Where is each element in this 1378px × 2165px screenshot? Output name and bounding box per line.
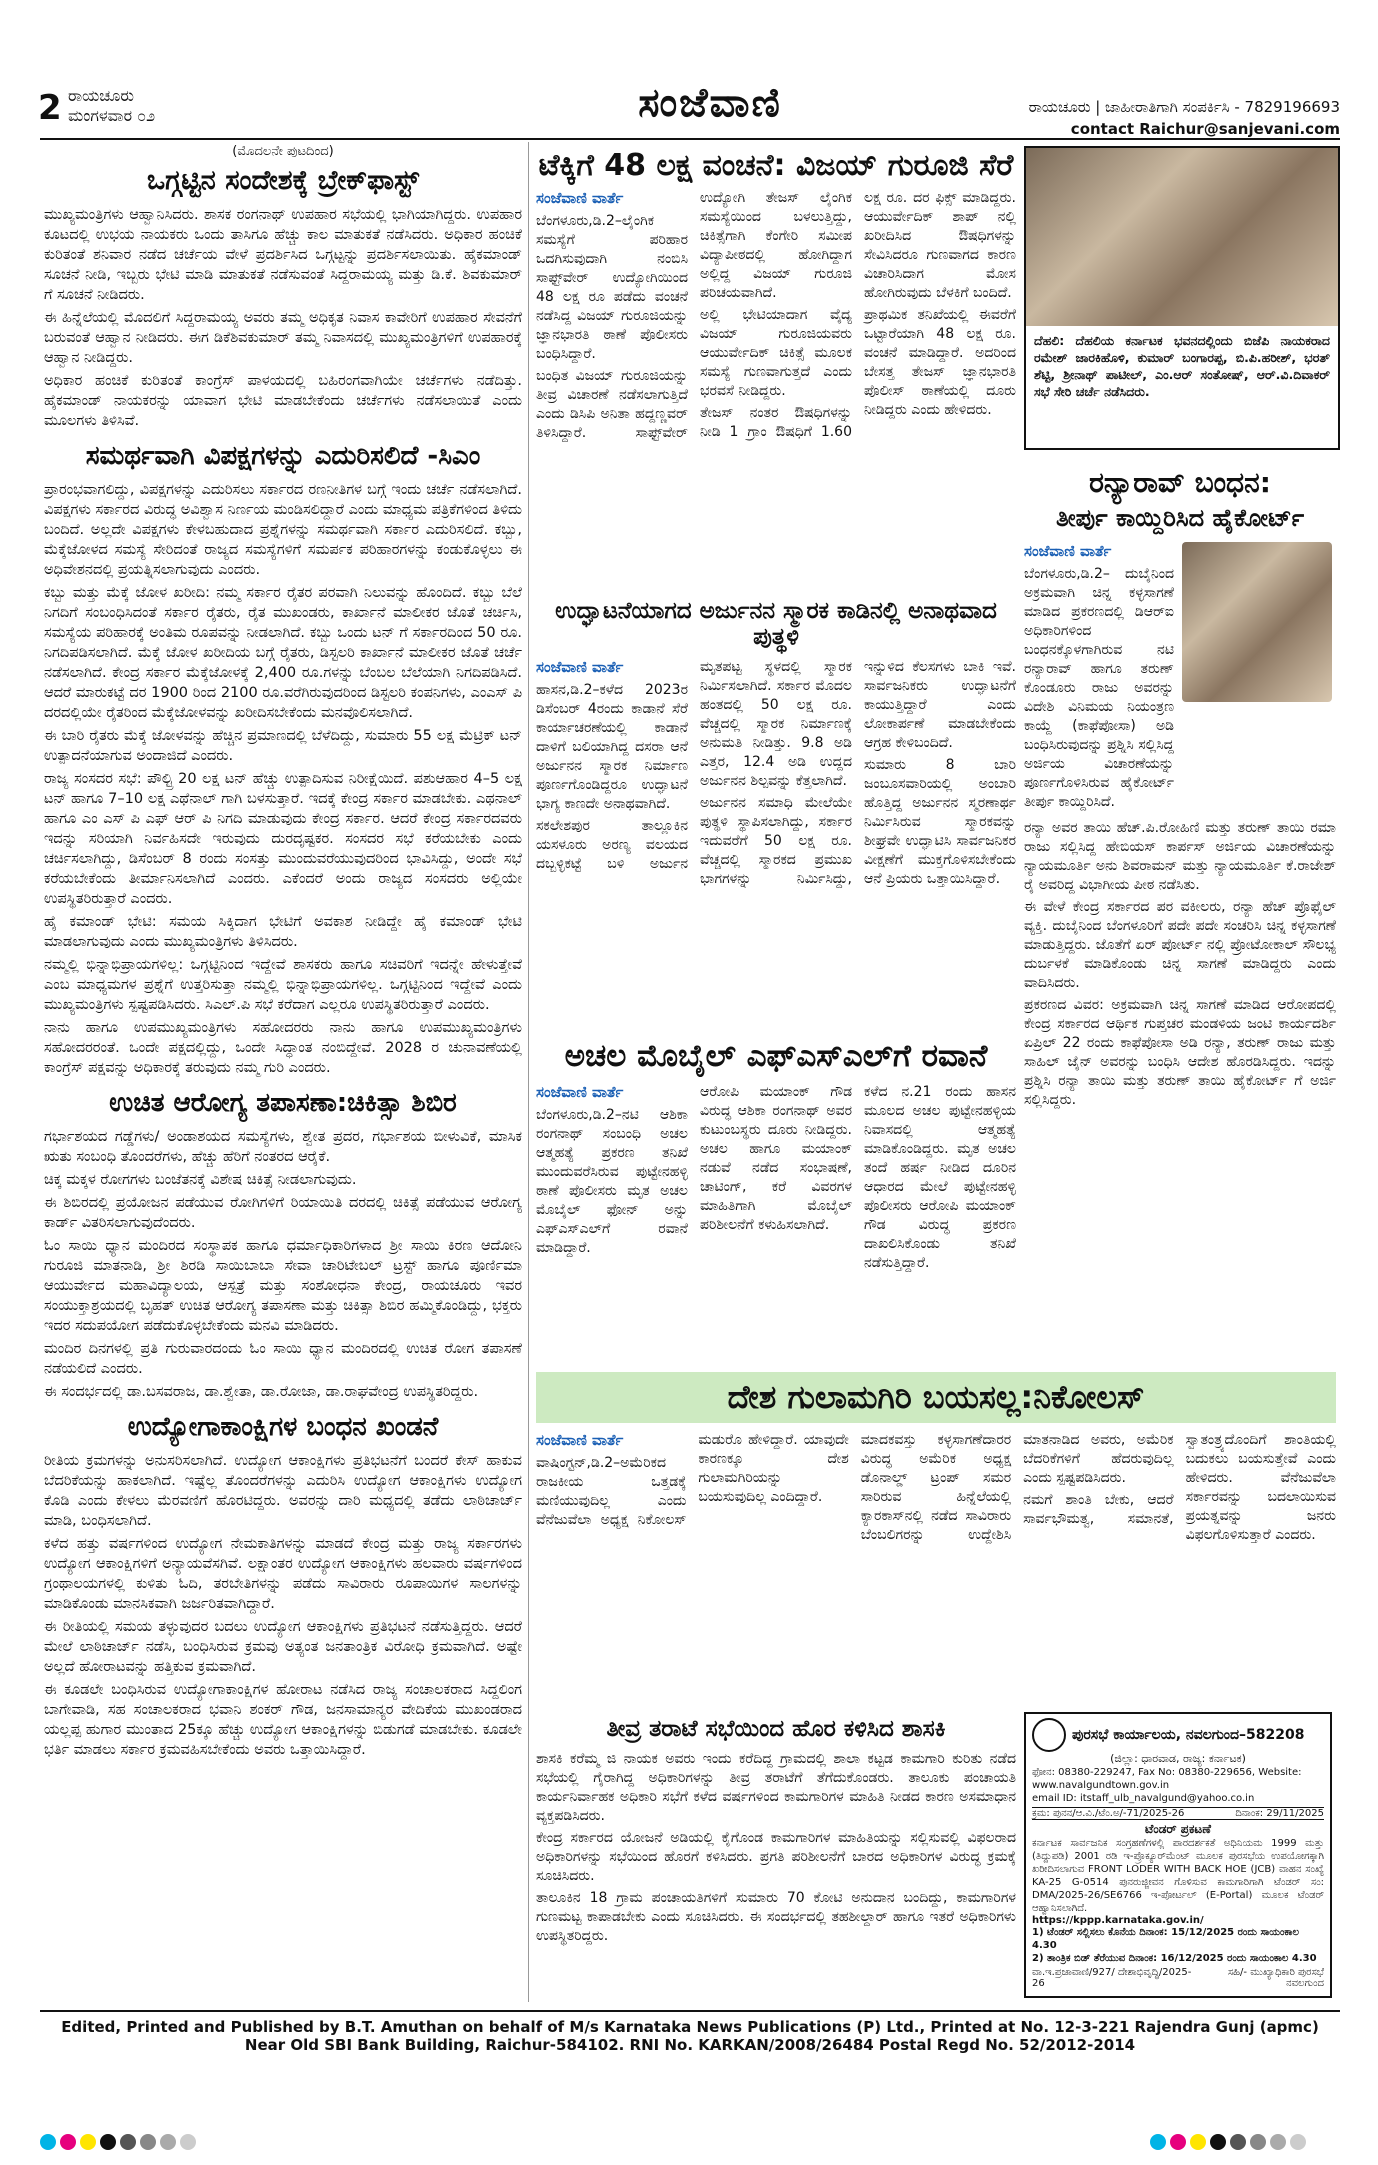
nicolas-body [536, 1431, 1336, 1545]
byline: ಸಂಜೆವಾಣಿ ವಾರ್ತೆ [536, 1431, 624, 1449]
magenta-swatch [60, 2134, 76, 2150]
byline: ಸಂಜೆವಾಣಿ ವಾರ್ತೆ [1024, 542, 1112, 560]
gray-swatch [180, 2134, 196, 2150]
header-dateline [68, 86, 155, 126]
byline: ಸಂಜೆವಾಣಿ ವಾರ್ತೆ [536, 658, 624, 676]
paragraph: ನಮಗೆ ಶಾಂತಿ ಬೇಕು, ಆದರೆ ಸಾರ್ವಭೌಮತ್ವ, ಸಮಾನತೆ, ಸ್ವಾತಂತ್ರ್ಯದೊಂದಿಗೆ ಶಾಂತಿಯಲ್ಲಿ ಬದುಕಲು ಬಯಸುತ್ತೇವೆ ಎಂದು ಹೇಳಿದರು. ವೆನೆಜುವೆಲಾ ಸರ್ಕಾರವನ್ನು ಬದಲಾಯಿಸುವ ಪ್ರಯತ್ನವನ್ನು ಜನರು ವಿಫಲಗೊಳಿಸುತ್ತಾರೆ ಎಂದರು. [1023, 1432, 1336, 1543]
paragraph: ಚಿಕ್ಕ ಮಕ್ಕಳ ರೋಗಗಳು ಬಂಜೆತನಕ್ಕೆ ವಿಶೇಷ ಚಿಕಿತ್ಸೆ ನೀಡಲಾಗುವುದು. [44, 1172, 357, 1188]
header-city: ರಾಯಚೂರು [68, 86, 134, 105]
byline: ಸಂಜೆವಾಣಿ ವಾರ್ತೆ [536, 1083, 624, 1101]
tender-dates [1032, 1926, 1324, 1965]
headline-ranya: ರನ್ಯಾರಾವ್ ಬಂಧನ: [1089, 466, 1271, 499]
paragraph: ರೀತಿಯ ಕ್ರಮಗಳನ್ನು ಅನುಸರಿಸಲಾಗಿದೆ. ಉದ್ಯೋಗ ಆಕಾಂಕ್ಷಿಗಳು ಪ್ರತಿಭಟನೆಗೆ ಬಂದರೆ ಕೇಸ್ ಹಾಕುವ ಬೆದರಿಕೆಯನ್ನು ಹಾಕಲಾಗಿದೆ. ಇಷ್ಟೆಲ್ಲ ತೊಂದರೆಗಳನ್ನು ಎದುರಿಸಿ ಉದ್ಯೋಗ ಆಕಾಂಕ್ಷಿಗಳು ಉದ್ಯೋಗ ಕೊಡಿ ಎಂದು ಕೇಳಲು ಮೆರವಣಿಗೆ ಹೊರಟಿದ್ದರು. ಅವರನ್ನು ದಾರಿ ಮಧ್ಯದಲ್ಲಿ ತಡೆದು ಲಾಠಿಚಾರ್ಜ್ ಮಾಡಿ, ಬಂಧಿಸಲಾಗಿದೆ. [44, 1453, 522, 1529]
headline-mla: ತೀವ್ರ ತರಾಟೆ ಸಭೆಯಿಂದ ಹೊರ ಕಳಿಸಿದ ಶಾಸಕಿ [606, 1716, 946, 1742]
photo-caption: ದೆಹಲಿ: ದೆಹಲಿಯ ಕರ್ನಾಟಕ ಭವನದಲ್ಲಿಂದು ಬಿಜೆಪಿ ನಾಯಕರಾದ ರಮೇಶ್ ಜಾರಕಿಹೊಳಿ, ಕುಮಾರ್ ಬಂಗಾರಪ್ಪ, ಬಿ.ಪಿ.ಹರೀಶ್, ಭರತ್ ಶೆಟ್ಟಿ, ಶ್ರೀನಾಥ್ ಪಾಟೀಲ್, ಎಂ.ಆರ್ ಸಂತೋಷ್, ಆರ್.ವಿ.ದಿವಾಕರ್ ಸಭೆ ಸೇರಿ ಚರ್ಚೆ ನಡೆಸಿದರು. [1034, 333, 1330, 399]
tender-date: ದಿನಾಂಕ: 29/11/2025 [1235, 1808, 1324, 1819]
paragraph: ಅಧಿಕಾರ ಹಂಚಿಕೆ ಕುರಿತಂತೆ ಕಾಂಗ್ರೆಸ್ ಪಾಳಯದಲ್ಲಿ ಬಹಿರಂಗವಾಗಿಯೇ ಚರ್ಚೆಗಳು ನಡೆದಿತ್ತು. ಹೈಕಮಾಂಡ್ ನಾಯಕರನ್ನು ಯಾವಾಗ ಭೇಟಿ ಮಾಡಬೇಕೆಂದು ಚರ್ಚೆಗಳು ನಡೆಸಲಾಯಿತೆ ಎಂದು ಮೂಲಗಳು ತಿಳಿಸಿವೆ. [44, 373, 522, 429]
headline-arjuna: ಉದ್ಘಾಟನೆಯಾಗದ ಅರ್ಜುನನ ಸ್ಮಾರಕ ಕಾಡಿನಲ್ಲಿ ಅನಾಥವಾದ ಪುತ್ಥಳಿ [555, 598, 997, 650]
gray-swatch [140, 2134, 156, 2150]
byline: ಸಂಜೆವಾಣಿ ವಾರ್ತೆ [536, 189, 624, 207]
story-nicolas [536, 1372, 1336, 1702]
paragraph: ಆರೋಪಿ ಮಯಾಂಕ್ ಗೌಡ ವಿರುದ್ಧ ಆಶಿಕಾ ರಂಗನಾಥ್ ಅವರ ಕುಟುಂಬಸ್ಥರು ದೂರು ನೀಡಿದ್ದರು. ಅಚಲ ಹಾಗೂ ಮಯಾಂಕ್ ನಡುವೆ ನಡೆದ ಸಂಭಾಷಣೆ, ಚಾಟಿಂಗ್, ಕರೆ ವಿವರಗಳ ಮಾಹಿತಿಗಾಗಿ ಮೊಬೈಲ್ ಪರಿಶೀಲನೆಗೆ ಕಳುಹಿಸಲಾಗಿದೆ. [700, 1084, 852, 1233]
paragraph: ಅಲ್ಲಿ ಭೇಟಿಯಾದಾಗ ವೈದ್ಯ ವಿಜಯ್ ಗುರೂಜಿಯವರು ಆಯುರ್ವೇದಿಕ್ ಚಿಕಿತ್ಸೆ ಮೂಲಕ ಸಮಸ್ಯೆ ಗುಣವಾಗುತ್ತದೆ ಎಂದು ಭರವಸೆ ನೀಡಿದ್ದರು. [700, 307, 852, 399]
paragraph: ಕಳೆದ ನ.21 ರಂದು ಹಾಸನ ಮೂಲದ ಅಚಲ ಪುಟ್ಟೇನಹಳ್ಳಿಯ ನಿವಾಸದಲ್ಲಿ ಆತ್ಮಹತ್ಯೆ ಮಾಡಿಕೊಂಡಿದ್ದರು. ಮೃತ ಅಚಲ ತಂದೆ ಹರ್ಷ ನೀಡಿದ ದೂರಿನ ಆಧಾರದ ಮೇಲೆ ಪುಟ್ಟೇನಹಳ್ಳಿ ಪೊಲೀಸರು ಆರೋಪಿ ಮಯಾಂಕ್ ಗೌಡ ವಿರುದ್ಧ ಪ್ರಕರಣ ದಾಖಲಿಸಿಕೊಂಡು ತನಿಖೆ ನಡೆಸುತ್ತಿದ್ದಾರೆ. [864, 1084, 1016, 1271]
techie-body [536, 189, 1016, 443]
headline-health: ಉಚಿತ ಆರೋಗ್ಯ ತಪಾಸಣಾ:ಚಿಕಿತ್ಸಾ ಶಿಬಿರ [109, 1088, 457, 1118]
paragraph: ಮಾದಕವಸ್ತು ಕಳ್ಳಸಾಗಣೆದಾರರ ವಿರುದ್ಧ ಅಮೆರಿಕ ಅಧ್ಯಕ್ಷ ಡೊನಾಲ್ಡ್ ಟ್ರಂಪ್ ಸಮರ ಸಾರಿರುವ ಹಿನ್ನೆಲೆಯಲ್ಲಿ ಕ್ಯಾರಕಾಸ್‌ನಲ್ಲಿ ನಡೆದ ಸಾವಿರಾರು ಬೆಂಬಲಿಗರನ್ನು ಉದ್ದೇಶಿಸಿ ಮಾತನಾಡಿದ ಅವರು, ಅಮೆರಿಕ ಬೆದರಿಕೆಗಳಿಗೆ ಹೆದರುವುದಿಲ್ಲ ಎಂದು ಸ್ಪಷ್ಟಪಡಿಸಿದರು. [860, 1432, 1174, 1543]
yellow-swatch [80, 2134, 96, 2150]
yellow-swatch [1190, 2134, 1206, 2150]
paragraph: ಪ್ರಾರಂಭವಾಗಲಿದ್ದು, ವಿಪಕ್ಷಗಳನ್ನು ಎದುರಿಸಲು ಸರ್ಕಾರದ ರಣನೀತಿಗಳ ಬಗ್ಗೆ ಇಂದು ಚರ್ಚೆ ನಡೆಸಲಾಗಿದೆ. ವಿಪಕ್ಷಗಳು ಸರ್ಕಾರದ ವಿರುದ್ಧ ಅವಿಶ್ವಾಸ ನಿರ್ಣಯ ಮಂಡಿಸಲಿದ್ದಾರೆ ಎಂದು ಮಾಧ್ಯಮ ಪತ್ರಿಕೆಗಳಿಂದ ತಿಳಿದು ಬಂದಿದೆ. ಅಲ್ಲದೇ ವಿಪಕ್ಷಗಳು ಕೇಳಬಹುದಾದ ಪ್ರಶ್ನೆಗಳನ್ನು ಸಮರ್ಥವಾಗಿ ಸರ್ಕಾರ ಎದುರಿಸಲಿದೆ. ಕಬ್ಬು, ಮೆಕ್ಕೆಜೋಳದ ಸಮಸ್ಯೆ ಸೇರಿದಂತೆ ರಾಜ್ಯದ ಸಮಸ್ಯೆಗಳಿಗೆ ಸಮರ್ಪಕ ಪರಿಹಾರಗಳನ್ನು ಕಂಡುಕೊಳ್ಳಲು ಈ ಅಧಿವೇಶನದಲ್ಲಿ ಪ್ರಯತ್ನಿಸಲಾಗುವುದು ಎಂದರು. [44, 482, 522, 578]
paragraph: ಪ್ರಾಥಮಿಕ ತನಿಖೆಯಲ್ಲಿ ಈವರೆಗೆ ಒಟ್ಟಾರೆಯಾಗಿ 48 ಲಕ್ಷ ರೂ. ವಂಚನೆ ಮಾಡಿದ್ದಾರೆ. ಅದರಿಂದ ಬೇಸತ್ತ ತೇಜಸ್ ಜ್ಞಾನಭಾರತಿ ಪೊಲೀಸ್ ಠಾಣೆಯಲ್ಲಿ ದೂರು ನೀಡಿದ್ದರು ಎಂದು ಹೇಳಿದರು. [864, 307, 1016, 418]
paragraph: ಬೆಂಗಳೂರು,ಡಿ.2–ನಟಿ ಆಶಿಕಾ ರಂಗನಾಥ್ ಸಂಬಂಧಿ ಅಚಲ ಆತ್ಮಹತ್ಯೆ ಪ್ರಕರಣ ತನಿಖೆ ಮುಂದುವರೆಸಿರುವ ಪುಟ್ಟೇನಹಳ್ಳಿ ಠಾಣೆ ಪೊಲೀಸರು ಮೃತ ಅಚಲ ಮೊಬೈಲ್ ಫೋನ್ ಅನ್ನು ಎಫ್‌ಎಸ್‌ಎಲ್‌ಗೆ ರವಾನೆ ಮಾಡಿದ್ದಾರೆ. [536, 1107, 688, 1256]
headline-nicolas: ದೇಶ ಗುಲಾಮಗಿರಿ ಬಯಸಲ್ಲ:ನಿಕೋಲಸ್ [727, 1378, 1145, 1416]
headline-jobs: ಉದ್ಯೋಗಾಕಾಂಕ್ಷಿಗಳ ಬಂಧನ ಖಂಡನೆ [127, 1412, 439, 1442]
paragraph: ಈ ವೇಳೆ ಕೇಂದ್ರ ಸರ್ಕಾರದ ಪರ ವಕೀಲರು, ರನ್ಯಾ ಹೆಚ್ ಪ್ರೊಫೈಲ್ ವ್ಯಕ್ತಿ. ದುಬೈನಿಂದ ಬೆಂಗಳೂರಿಗೆ ಪದೇ ಪದೇ ಸಂಚರಿಸಿ ಚಿನ್ನ ಕಳ್ಳಸಾಗಣೆ ಮಾಡುತ್ತಿದ್ದರು. ಜೊತೆಗೆ ಏರ್ ಪೋರ್ಟ್ ನಲ್ಲಿ ಪ್ರೋಟೋಕಾಲ್ ಸೌಲಭ್ಯ ದುರ್ಬಳಕೆ ಮಾಡಿಕೊಂಡು ಚಿನ್ನ ಸಾಗಣೆ ಮಾಡಿದ್ದರು ಎಂದು ವಾದಿಸಿದರು. [1024, 899, 1336, 991]
tender-title: ಟೆಂಡರ್ ಪ್ರಕಟಣೆ [1145, 1822, 1211, 1836]
headline-achala: ಅಚಲ ಮೊಬೈಲ್ ಎಫ್‌ಎಸ್‌ಎಲ್‌ಗೆ ರವಾನೆ [564, 1038, 988, 1074]
subheadline-ranya: ತೀರ್ಪು ಕಾಯ್ದಿರಿಸಿದ ಹೈಕೋರ್ಟ್ [1056, 504, 1304, 532]
paragraph: ಓಂ ಸಾಯಿ ಧ್ಯಾನ ಮಂದಿರದ ಸಂಸ್ಥಾಪಕ ಹಾಗೂ ಧರ್ಮಾಧಿಕಾರಿಗಳಾದ ಶ್ರೀ ಸಾಯಿ ಕಿರಣ ಆದೋನಿ ಗುರೂಜಿ ಮಾತನಾಡಿ, ಶ್ರೀ ಶಿರಡಿ ಸಾಯಿಬಾಬಾ ಸೇವಾ ಚಾರಿಟೇಬಲ್ ಟ್ರಸ್ಟ್ ಹಾಗೂ ಪೂರ್ಣಿಮಾ ಆಯುರ್ವೇದ ಮಹಾವಿದ್ಯಾಲಯ, ಆಸ್ಪತ್ರೆ ಮತ್ತು ಸಂಶೋಧನಾ ಕೇಂದ್ರ, ರಾಯಚೂರು ಇವರ ಸಂಯುಕ್ತಾಶ್ರಯದಲ್ಲಿ ಬೃಹತ್ ಉಚಿತ ಆರೋಗ್ಯ ತಪಾಸಣಾ ಮತ್ತು ಚಿಕಿತ್ಸಾ ಶಿಬಿರ ಹಮ್ಮಿಕೊಂಡಿದ್ದು, ಭಕ್ತರು ಇದರ ಸದುಪಯೋಗ ಪಡೆದುಕೊಳ್ಳಬೇಕೆಂದು ಮನವಿ ಮಾಡಿದರು. [44, 1238, 522, 1334]
headline-cm: ಸಮರ್ಥವಾಗಿ ವಿಪಕ್ಷಗಳನ್ನು ಎದುರಿಸಲಿದೆ -ಸಿಎಂ [85, 441, 481, 471]
paragraph: ಬೆಂಗಳೂರು,ಡಿ.2–ಲೈಂಗಿಕ ಸಮಸ್ಯೆಗೆ ಪರಿಹಾರ ಒದಗಿಸುವುದಾಗಿ ನಂಬಿಸಿ ಸಾಫ್ಟ್‌ವೇರ್ ಉದ್ಯೋಗಿಯಿಂದ 48 ಲಕ್ಷ ರೂ ಪಡೆದು ವಂಚನೆ ನಡೆಸಿದ್ದ ವಿಜಯ್ ಗುರೂಜಿಯನ್ನು ಜ್ಞಾನಭಾರತಿ ಠಾಣೆ ಪೊಲೀಸರು ಬಂಧಿಸಿದ್ದಾರೆ. [536, 213, 688, 362]
paragraph: ಅರ್ಜುನನ ಸಮಾಧಿ ಮೇಲೆಯೇ ಪುತ್ಥಳಿ ಸ್ಥಾಪಿಸಲಾಗಿದ್ದು, ಸರ್ಕಾರ ಇದುವರೆಗೆ 50 ಲಕ್ಷ ರೂ. ವೆಚ್ಚದಲ್ಲಿ ಸ್ಮಾರಕದ ಪ್ರಮುಖ ಭಾಗಗಳನ್ನು ನಿರ್ಮಿಸಿದ್ದು, ಇನ್ನುಳಿದ ಕೆಲಸಗಳು ಬಾಕಿ ಇವೆ. ಸಾರ್ವಜನಿಕರು ಉದ್ಘಾಟನೆಗೆ ಕಾಯುತ್ತಿದ್ದಾರೆ ಎಂದು ಲೋಕಾರ್ಪಣೆ ಮಾಡಬೇಕೆಂದು ಆಗ್ರಹ ಕೇಳಿಬಂದಿದೆ. [700, 659, 1016, 887]
tender-notice [1024, 1712, 1332, 1998]
color-registration-right [1150, 2134, 1310, 2154]
paragraph: ಈ ಬಾರಿ ರೈತರು ಮೆಕ್ಕೆ ಜೋಳವನ್ನು ಹೆಚ್ಚಿನ ಪ್ರಮಾಣದಲ್ಲಿ ಬೆಳೆದಿದ್ದು, ಸುಮಾರು 55 ಲಕ್ಷ ಮೆಟ್ರಿಕ್ ಟನ್ ಉತ್ಪಾದನೆಯಾಗುವ ಅಂದಾಜಿದೆ ಎಂದರು. [44, 728, 522, 764]
tender-header [1032, 1718, 1324, 1752]
header-contact [1020, 96, 1340, 140]
ranya-lead [1024, 542, 1174, 815]
column-divider [528, 142, 529, 2002]
story-cm [44, 480, 522, 1078]
tender-body: ಕರ್ನಾಟಕ ಸಾರ್ವಜನಿಕ ಸಂಗ್ರಹಣೆಗಳಲ್ಲಿ ಪಾರದರ್ಶಕತೆ ಅಧಿನಿಯಮ 1999 ಮತ್ತು (ತಿದ್ದುಪಡಿ) 2001 ರಡಿ ಇ-ಪ್ರೊಕ್ಯೂರ್‌ಮೆಂಟ್ ಮೂಲಕ ಪುರಸಭೆಯ ಉಪಯೋಗಕ್ಕಾಗಿ ಖರೀದಿಸಲಾಗುವ FRONT LODER WITH BACK HOE (JCB) ವಾಹನ ಸಂಖ್ಯೆ KA-25 G-0514 ಪುನರುಜ್ಜೀವನ ಗೊಳಿಸುವ ಕಾಮಗಾರಿಗಾಗಿ ಟೆಂಡರ್ ಸಂ: DMA/2025-26/SE6766 ಇ-ಪೋರ್ಟಲ್ (E-Portal) ಮೂಲಕ ಟೆಂಡರ್ ಆಹ್ವಾನಿಸಲಾಗಿದೆ. [1032, 1838, 1324, 1914]
story-techie [536, 142, 1016, 582]
story-jobs [44, 1451, 522, 1760]
paragraph: ಗರ್ಭಾಶಯದ ಗಡ್ಡೆಗಳು/ ಅಂಡಾಶಯದ ಸಮಸ್ಯೆಗಳು, ಶ್ವೇತ ಪ್ರದರ, ಗರ್ಭಾಶಯ ಬೀಳುವಿಕೆ, ಮಾಸಿಕ ಋತು ಸಂಬಂಧಿ ತೊಂದರೆಗಳು, ಹೆಚ್ಚು ಹೆರಿಗೆ ನಂತರದ ಆರೈಕೆ. [44, 1129, 522, 1165]
paragraph: ಸಕಲೇಶಪುರ ತಾಲ್ಲೂಕಿನ ಯಸಳೂರು ಅರಣ್ಯ ವಲಯದ ದಬ್ಬಳ್ಳಿಕಟ್ಟೆ ಬಳಿ ಅರ್ಜುನ ಮೃತಪಟ್ಟ ಸ್ಥಳದಲ್ಲಿ ಸ್ಮಾರಕ ನಿರ್ಮಿಸಲಾಗಿದೆ. ಸರ್ಕಾರ ಮೊದಲ ಹಂತದಲ್ಲಿ 50 ಲಕ್ಷ ರೂ. ವೆಚ್ಚದಲ್ಲಿ ಸ್ಮಾರಕ ನಿರ್ಮಾಣಕ್ಕೆ ಅನುಮತಿ ನೀಡಿತ್ತು. 9.8 ಅಡಿ ಎತ್ತರ, 12.4 ಅಡಿ ಉದ್ದದ ಅರ್ಜುನನ ಶಿಲ್ಪವನ್ನು ಕೆತ್ತಲಾಗಿದೆ. [536, 659, 852, 872]
color-registration-left [40, 2134, 200, 2154]
tender-signoff [1032, 1967, 1324, 1989]
paragraph: ಬೆಂಗಳೂರು,ಡಿ.2– ದುಬೈನಿಂದ ಅಕ್ರಮವಾಗಿ ಚಿನ್ನ ಕಳ್ಳಸಾಗಣೆ ಮಾಡಿದ ಪ್ರಕರಣದಲ್ಲಿ ಡಿಆರ್‌ಐ ಅಧಿಕಾರಿಗಳಿಂದ ಬಂಧನಕ್ಕೊಳಗಾಗಿರುವ ನಟಿ ರನ್ಯಾರಾವ್ ಹಾಗೂ ತರುಣ್ ಕೊಂಡೂರು ರಾಜು ಅವರನ್ನು ವಿದೇಶಿ ವಿನಿಮಯ ನಿಯಂತ್ರಣ ಕಾಯ್ದೆ (ಕಾಫೆಪೋಸಾ) ಅಡಿ ಬಂಧಿಸಿರುವುದನ್ನು ಪ್ರಶ್ನಿಸಿ ಸಲ್ಲಿಸಿದ್ದ ಅರ್ಜಿಯ ವಿಚಾರಣೆಯನ್ನು ಪೂರ್ಣಗೊಳಿಸಿರುವ ಹೈಕೋರ್ಟ್ ತೀರ್ಪು ಕಾಯ್ದಿರಿಸಿದೆ. [1024, 566, 1174, 810]
achala-body [536, 1083, 1016, 1273]
left-column [44, 142, 522, 2004]
paragraph: ಶಾಸಕಿ ಕರೆಮ್ಮ ಜಿ ನಾಯಕ ಅವರು ಇಂದು ಕರೆದಿದ್ದ ಗ್ರಾಮದಲ್ಲಿ ಶಾಲಾ ಕಟ್ಟಡ ಕಾಮಗಾರಿ ಕುರಿತು ನಡೆದ ಸಭೆಯಲ್ಲಿ ಗೈರಾಗಿದ್ದ ಅಧಿಕಾರಿಗಳನ್ನು ತೀವ್ರ ತರಾಟೆಗೆ ತೆಗೆದುಕೊಂಡರು. ತಾಲೂಕು ಪಂಚಾಯತಿ ಕಾರ್ಯನಿರ್ವಾಹಕ ಅಧಿಕಾರಿ ಸಭೆಗೆ ಕಳೆದ ವರ್ಷಗಳಿಂದ ಕಾಮಗಾರಿಗಳ ಮಾಹಿತಿ ನೀಡದ ಕಾರಣ ಅಸಮಾಧಾನ ವ್ಯಕ್ತಪಡಿಸಿದರು. [536, 1751, 1016, 1824]
gray-swatch [1250, 2134, 1266, 2150]
masthead: ಸಂಜೆವಾಣಿ [638, 80, 782, 126]
gray-swatch [1230, 2134, 1246, 2150]
gray-swatch [120, 2134, 136, 2150]
paragraph: ನಾನು ಹಾಗೂ ಉಪಮುಖ್ಯಮಂತ್ರಿಗಳು ಸಹೋದರರು ನಾನು ಹಾಗೂ ಉಪಮುಖ್ಯಮಂತ್ರಿಗಳು ಸಹೋದರರಂತೆ. ಒಂದೇ ಪಕ್ಷದಲ್ಲಿದ್ದು, ಒಂದೇ ಸಿದ್ಧಾಂತ ನಂಬಿದ್ದೇವೆ. 2028 ರ ಚುನಾವಣೆಯಲ್ಲಿ ಕಾಂಗ್ರೆಸ್ ಪಕ್ಷವನ್ನು ಅಧಿಕಾರಕ್ಕೆ ತರುವುದು ನಮ್ಮ ಗುರಿ ಎಂದರು. [44, 1020, 522, 1076]
paragraph: ಮಂದಿರ ದಿನಗಳಲ್ಲಿ ಪ್ರತಿ ಗುರುವಾರದಂದು ಓಂ ಸಾಯಿ ಧ್ಯಾನ ಮಂದಿರದಲ್ಲಿ ಉಚಿತ ರೋಗ ತಪಾಸಣೆ ನಡೆಯಲಿದೆ ಎಂದರು. [44, 1341, 522, 1377]
cyan-swatch [1150, 2134, 1166, 2150]
paragraph: ನಮ್ಮಲ್ಲಿ ಭಿನ್ನಾಭಿಪ್ರಾಯಗಳಿಲ್ಲ: ಒಗ್ಗಟ್ಟಿನಿಂದ ಇದ್ದೇವೆ ಶಾಸಕರು ಹಾಗೂ ಸಚಿವರಿಗೆ ಇದನ್ನೇ ಹೇಳುತ್ತೇವೆ ಎಂಬ ಮಾಧ್ಯಮಗಳ ಪ್ರಶ್ನೆಗೆ ಉತ್ತರಿಸುತ್ತಾ ನಮ್ಮಲ್ಲಿ ಭಿನ್ನಾಭಿಪ್ರಾಯಗಳಿಲ್ಲ. ಒಗ್ಗಟ್ಟಿನಿಂದ ಇದ್ದೇವೆ ಎಂದು ಮುಖ್ಯಮಂತ್ರಿಗಳು ಸ್ಪಷ್ಟಪಡಿಸಿದರು. ಸಿಎಲ್.ಪಿ ಸಭೆ ಕರೆದಾಗ ಎಲ್ಲರೂ ಉಪಸ್ಥಿತರಿರುತ್ತಾರೆ ಎಂದರು. [44, 957, 522, 1013]
gray-swatch [1270, 2134, 1286, 2150]
magenta-swatch [1170, 2134, 1186, 2150]
story-mla [536, 1712, 1016, 2004]
header-rule [40, 138, 1340, 140]
paragraph: ರಾಜ್ಯ ಸಂಸದರ ಸಭೆ: ಪೌಲ್ಟ್ರಿ 20 ಲಕ್ಷ ಟನ್ ಹೆಚ್ಚು ಉತ್ಪಾದಿಸುವ ನಿರೀಕ್ಷೆಯಿದೆ. ಪಶುಆಹಾರ 4–5 ಲಕ್ಷ ಟನ್ ಹಾಗೂ 7–10 ಲಕ್ಷ ಎಥೆನಾಲ್ ಗಾಗಿ ಬಳಸುತ್ತಾರೆ. ಇದಕ್ಕೆ ಕೇಂದ್ರ ಸರ್ಕಾರ ಮಾಡಬೇಕು. ಎಥನಾಲ್ ಹಾಗೂ ಎಂ ಎಸ್ ಪಿ ಎಫ್ ಆರ್ ಪಿ ನಿಗದಿ ಮಾಡುವುದು ಕೇಂದ್ರ ಸರ್ಕಾರ. ಆದರೆ ಕೇಂದ್ರ ಸರ್ಕಾರದವರು ಇದನ್ನು ಸರಿಯಾಗಿ ನಿರ್ವಹಿಸದೇ ಇರುವುದು ದುರದೃಷ್ಟಕರ. ಸಂಸದರ ಸಭೆ ಕರೆಯಬೇಕು ಎಂದು ಚರ್ಚಿಸಲಾಗಿದ್ದು, ಡಿಸೆಂಬರ್ 8 ರಂದು ಸಂಸತ್ತು ಮುಂದುವರೆಯುವುದರಿಂದ ಭಾವಿಸಿದ್ದು, ಅಂದೇ ಸಭೆ ಕರೆಯಬೇಕೆಂದು ತೀರ್ಮಾನಿಸಲಾಗಿದೆ ಎಂದರು. ಎಕೆಂದರೆ ಅಂದು ರಾಜ್ಯದ ಸಂಸದರು ಅಲ್ಲಿಯೇ ಉಪಸ್ಥಿತರಿರುತ್ತಾರೆ ಎಂದರು. [44, 771, 522, 907]
gray-swatch [1290, 2134, 1306, 2150]
paragraph: ಈ ರೀತಿಯಲ್ಲಿ ಸಮಯ ತಳ್ಳುವುದರ ಬದಲು ಉದ್ಯೋಗ ಆಕಾಂಕ್ಷಿಗಳು ಪ್ರತಿಭಟನೆ ನಡೆಸುತ್ತಿದ್ದರು. ಆದರೆ ಮೇಲೆ ಲಾಠಿಚಾರ್ಜ್ ನಡೆಸಿ, ಬಂಧಿಸಿರುವ ಕ್ರಮವು ಅತ್ಯಂತ ಜನತಾಂತ್ರಿಕ ವಿರೋಧಿ ಕ್ರಮವಾಗಿದೆ. ಅಷ್ಟೇ ಅಲ್ಲದೆ ಹೋರಾಟವನ್ನು ಹತ್ತಿಕುವ ಕ್ರಮವಾಗಿದೆ. [44, 1619, 522, 1675]
paragraph: ಪ್ರಕರಣದ ವಿವರ: ಅಕ್ರಮವಾಗಿ ಚಿನ್ನ ಸಾಗಣೆ ಮಾಡಿದ ಆರೋಪದಲ್ಲಿ ಕೇಂದ್ರ ಸರ್ಕಾರದ ಆರ್ಥಿಕ ಗುಪ್ತಚರ ಮಂಡಳಿಯ ಜಂಟಿ ಕಾರ್ಯದರ್ಶಿ ಏಪ್ರಿಲ್ 22 ರಂದು ಕಾಫೆಪೋಸಾ ಅಡಿ ರನ್ಯಾ, ತರುಣ್ ರಾಜು ಮತ್ತು ಸಾಹಿಲ್ ಜೈನ್ ಅವರನ್ನು ಬಂಧಿಸಿ ಆದೇಶ ಹೊರಡಿಸಿದ್ದರು. ಇದನ್ನು ಪ್ರಶ್ನಿಸಿ ರನ್ಯಾ ತಾಯಿ ಮತ್ತು ತರುಣ್ ತಾಯಿ ಹೈಕೋರ್ಟ್ ಗೆ ಅರ್ಜಿ ಸಲ್ಲಿಸಿದ್ದರು. [1024, 997, 1336, 1108]
tender-number: ಕ್ರಮ: ಪುನನ/ಆ.ವಿ./ಟೆಂ.ಅ/-71/2025-26 [1032, 1808, 1185, 1819]
footer-rule [40, 2010, 1340, 2012]
meeting-photo [1026, 148, 1338, 326]
portrait-photo [1182, 542, 1332, 702]
paragraph: ಬಂಧಿತ ವಿಜಯ್ ಗುರೂಜಿಯನ್ನು ತೀವ್ರ ವಿಚಾರಣೆ ನಡೆಸಲಾಗುತ್ತಿದೆ ಎಂದು ಡಿಸಿಪಿ ಅನಿತಾ ಹದ್ದಣ್ಣವರ್ ತಿಳಿಸಿದ್ದಾರೆ. ಸಾಫ್ಟ್‌ವೇರ್ ಉದ್ಯೋಗಿ ತೇಜಸ್ ಲೈಂಗಿಕ ಸಮಸ್ಯೆಯಿಂದ ಬಳಲುತ್ತಿದ್ದು, ಚಿಕಿತ್ಸೆಗಾಗಿ ಕೆಂಗೇರಿ ಸಮೀಪ ವಿದ್ಯಾಪೀಠದಲ್ಲಿ ಹೋಗಿದ್ದಾಗ ಅಲ್ಲಿದ್ದ ವಿಜಯ್ ಗುರೂಜಿ ಪರಿಚಯವಾಗಿದೆ. [536, 190, 852, 441]
black-swatch [1210, 2134, 1226, 2150]
paragraph: ವಾಷಿಂಗ್ಟನ್,ಡಿ.2–ಅಮೆರಿಕದ ರಾಜಕೀಯ ಒತ್ತಡಕ್ಕೆ ಮಣಿಯುವುದಿಲ್ಲ ಎಂದು ವೆನೆಜುವೆಲಾ ಅಧ್ಯಕ್ಷ ನಿಕೋಲಸ್ ಮಡುರೊ ಹೇಳಿದ್ದಾರೆ. ಯಾವುದೇ ಕಾರಣಕ್ಕೂ ದೇಶ ಗುಲಾಮಗಿರಿಯನ್ನು ಬಯಸುವುದಿಲ್ಲ ಎಂದಿದ್ದಾರೆ. [536, 1432, 849, 1528]
paragraph: ಹೈ ಕಮಾಂಡ್ ಭೇಟಿ: ಸಮಯ ಸಿಕ್ಕಿದಾಗ ಭೇಟಿಗೆ ಅವಕಾಶ ನೀಡಿದ್ದೇ ಹೈ ಕಮಾಂಡ್ ಭೇಟಿ ಮಾಡಲಾಗುವುದು ಎಂದು ಮುಖ್ಯಮಂತ್ರಿಗಳು ತಿಳಿಸಿದರು. [44, 914, 522, 950]
photo-box [1024, 146, 1340, 450]
tender-email: email ID: itstaff_ulb_navalgund@yahoo.co.in [1032, 1793, 1255, 1804]
tender-refline [1032, 1807, 1324, 1820]
tender-district: (ಜಿಲ್ಲಾ: ಧಾರವಾಡ, ರಾಜ್ಯ: ಕರ್ನಾಟಕ) [1110, 1752, 1246, 1765]
paragraph: ಕಳೆದ ಹತ್ತು ವರ್ಷಗಳಿಂದ ಉದ್ಯೋಗ ನೇಮಕಾತಿಗಳನ್ನು ಮಾಡದೆ ಕೇಂದ್ರ ಮತ್ತು ರಾಜ್ಯ ಸರ್ಕಾರಗಳು ಉದ್ಯೋಗ ಆಕಾಂಕ್ಷಿಗಳಿಗೆ ಅನ್ಯಾಯವೆಸಗಿವೆ. ಲಕ್ಷಾಂತರ ಉದ್ಯೋಗ ಆಕಾಂಕ್ಷಿಗಳು ಹಲವಾರು ವರ್ಷಗಳಿಂದ ಗ್ರಂಥಾಲಯಗಳಲ್ಲಿ ಕುಳಿತು ಓದಿ, ತರಬೇತಿಗಳನ್ನು ಪಡೆದು ಸಾವಿರಾರು ರೂಪಾಯಿಗಳ ಸಾಲಗಳನ್ನು ಮಾಡಿಕೊಂಡು ಮಾನಸಿಕವಾಗಿ ಜರ್ಜರಿತವಾಗಿದ್ದಾರೆ. [44, 1536, 522, 1612]
paragraph: ಸುಮಾರು 8 ಬಾರಿ ಜಂಬೂಸವಾರಿಯಲ್ಲಿ ಅಂಬಾರಿ ಹೊತ್ತಿದ್ದ ಅರ್ಜುನನ ಸ್ಮರಣಾರ್ಥ ನಿರ್ಮಿಸಿರುವ ಸ್ಮಾರಕವನ್ನು ಶೀಘ್ರವೇ ಉದ್ಘಾಟಿಸಿ ಸಾರ್ವಜನಿಕರ ವೀಕ್ಷಣೆಗೆ ಮುಕ್ತಗೊಳಿಸಬೇಕೆಂದು ಆನೆ ಪ್ರಿಯರು ಒತ್ತಾಯಿಸಿದ್ದಾರೆ. [864, 757, 1016, 887]
header-ad-info: ರಾಯಚೂರು | ಜಾಹೀರಾತಿಗಾಗಿ ಸಂಪರ್ಕಿಸಿ - 7829196693 [1028, 98, 1340, 116]
gray-swatch [160, 2134, 176, 2150]
emblem-icon [1032, 1718, 1066, 1752]
black-swatch [100, 2134, 116, 2150]
paragraph: ಕಬ್ಬು ಮತ್ತು ಮೆಕ್ಕೆ ಜೋಳ ಖರೀದಿ: ನಮ್ಮ ಸರ್ಕಾರ ರೈತರ ಪರವಾಗಿ ನಿಲುವನ್ನು ಹೊಂದಿದೆ. ಕಬ್ಬು ಬೆಲೆ ನಿಗದಿಗೆ ಸಂಬಂಧಿಸಿದಂತೆ ಸರ್ಕಾರ ರೈತರು, ರೈತ ಮುಖಂಡರು, ಕಾರ್ಖಾನೆ ಮಾಲೀಕರ ಜೊತೆ ಚರ್ಚಿಸಿ, ಸಮಸ್ಯೆಯ ಪರಿಹಾರಕ್ಕೆ ಅಂತಿಮ ರೂಪವನ್ನು ನೀಡಲಾಗಿದೆ. ಕಬ್ಬು ಒಂದು ಟನ್ ಗೆ ಸರ್ಕಾರದಿಂದ 50 ರೂ. ನಿಗದಿಪಡಿಸಲಾಗಿದೆ. ಮೆಕ್ಕೆ ಜೋಳ ಖರೀದಿಯ ಬಗ್ಗೆ ರೈತರು, ಡಿಸ್ಟಲರಿ ಕಾರ್ಖಾನೆ ಮಾಲೀಕರ ಜೊತೆ ಚರ್ಚೆ ನಡೆಸಲಾಗಿದೆ. ಕೇಂದ್ರ ಸರ್ಕಾರ ಮೆಕ್ಕೆಜೋಳಕ್ಕೆ 2,400 ರೂ.ಗಳನ್ನು ಬೆಂಬಲ ಬೆಲೆಯಾಗಿ ನಿಗದಿಪಡಿಸಿದೆ. ಆದರೆ ಮಾರುಕಟ್ಟೆ ದರ 1900 ರಿಂದ 2100 ರೂ.ವರೆಗಿರುವುದರಿಂದ ಡಿಸ್ಟಲರಿ ಕಂಪನಿಗಳು, ಎಂಎಸ್ ಪಿ ದರದಲ್ಲಿಯೇ ರೈತರಿಂದ ಮೆಕ್ಕೆಜೋಳವನ್ನು ಖರೀದಿಸಬೇಕೆಂದು ಮನವೊಲಿಸಲಾಗಿದೆ. [44, 585, 522, 721]
paragraph: ತೇಜಸ್ ನಂತರ ಔಷಧಿಗಳನ್ನು ನೀಡಿ 1 ಗ್ರಾಂ ಔಷಧಿಗೆ 1.60 ಲಕ್ಷ ರೂ. ದರ ಫಿಕ್ಸ್ ಮಾಡಿದ್ದರು. ಆಯುರ್ವೇದಿಕ್ ಶಾಪ್ ನಲ್ಲಿ ಖರೀದಿಸಿದ ಔಷಧಿಗಳನ್ನು ಸೇವಿಸಿದರೂ ಗುಣವಾಗದ ಕಾರಣ ವಿಚಾರಿಸಿದಾಗ ಮೋಸ ಹೋಗಿರುವುದು ಬೆಳಕಿಗೆ ಬಂದಿದೆ. [700, 190, 1016, 440]
paragraph: ತಾಲೂಕಿನ 18 ಗ್ರಾಮ ಪಂಚಾಯತಿಗಳಿಗೆ ಸುಮಾರು 70 ಕೋಟಿ ಅನುದಾನ ಬಂದಿದ್ದು, ಕಾಮಗಾರಿಗಳ ಗುಣಮಟ್ಟ ಕಾಪಾಡಬೇಕು ಎಂದು ಸೂಚಿಸಿದರು. ಈ ಸಂದರ್ಭದಲ್ಲಿ ತಹಶೀಲ್ದಾರ್ ಹಾಗೂ ಇತರೆ ಅಧಿಕಾರಿಗಳು ಉಪಸ್ಥಿತರಿದ್ದರು. [536, 1890, 1016, 1944]
story-health [44, 1127, 522, 1402]
story-breakfast [44, 205, 522, 431]
headline-breakfast: ಒಗ್ಗಟ್ಟಿನ ಸಂದೇಶಕ್ಕೆ ಬ್ರೇಕ್‌ಫಾಸ್ಟ್ [146, 165, 420, 196]
headline-techie: ಟೆಕ್ಕಿಗೆ 48 ಲಕ್ಷ ವಂಚನೆ: ವಿಜಯ್ ಗುರೂಜಿ ಸೆರೆ [538, 148, 1014, 183]
continued-label: (ಮೊದಲನೇ ಪುಟದಿಂದ) [232, 144, 334, 159]
mla-body [536, 1750, 1016, 1946]
paragraph: ಹಾಸನ,ಡಿ.2–ಕಳೆದ 2023ರ ಡಿಸೆಂಬರ್ 4ರಂದು ಕಾಡಾನೆ ಸೆರೆ ಕಾರ್ಯಾಚರಣೆಯಲ್ಲಿ ಕಾಡಾನೆ ದಾಳಿಗೆ ಬಲಿಯಾಗಿದ್ದ ದಸರಾ ಆನೆ ಅರ್ಜುನನ ಸ್ಮಾರಕ ನಿರ್ಮಾಣ ಪೂರ್ಣಗೊಂಡಿದ್ದರೂ ಉದ್ಘಾಟನೆ ಭಾಗ್ಯ ಕಾಣದೇ ಅನಾಥವಾಗಿದೆ. [536, 682, 688, 812]
story-achala [536, 1032, 1016, 1362]
cyan-swatch [40, 2134, 56, 2150]
story-arjuna [536, 592, 1016, 1022]
ranya-top [1024, 542, 1336, 815]
tender-date-line: 1) ಟೆಂಡರ್ ಸಲ್ಲಿಸಲು ಕೊನೆಯ ದಿನಾಂಕ: 15/12/2025 ರಂದು ಸಾಯಂಕಾಲ 4.30 [1032, 1927, 1299, 1951]
tender-date-line: 2) ತಾಂತ್ರಿಕ ಬಿಡ್ ತೆರೆಯುವ ದಿನಾಂಕ: 16/12/2025 ರಂದು ಸಾಯಂಕಾಲ 4.30 [1032, 1953, 1317, 1964]
ranya-body [1024, 819, 1336, 1110]
tender-website: https://kppp.karnataka.gov.in/ [1032, 1915, 1204, 1926]
tender-phone: ಫೋನ: 08380-229247, Fax No: 08380-229656, Website: www.navalgundtown.gov.in [1032, 1767, 1302, 1791]
header-email: contact Raichur@sanjevani.com [1070, 120, 1340, 138]
header-date: ಮಂಗಳವಾರ ೦೨ [68, 106, 156, 125]
paragraph: ಈ ಶಿಬಿರದಲ್ಲಿ ಪ್ರಯೋಜನ ಪಡೆಯುವ ರೋಗಿಗಳಿಗೆ ರಿಯಾಯಿತಿ ದರದಲ್ಲಿ ಚಿಕಿತ್ಸೆ ಪಡೆಯುವ ಆರೋಗ್ಯ ಕಾರ್ಡ್ ವಿತರಿಸಲಾಗುವುದೆಂದರು. [44, 1195, 522, 1231]
page-number: 2 [38, 88, 62, 128]
paragraph: ಈ ಕೂಡಲೇ ಬಂಧಿಸಿರುವ ಉದ್ಯೋಗಾಕಾಂಕ್ಷಿಗಳ ಹೋರಾಟ ನಡೆಸಿದ ರಾಜ್ಯ ಸಂಚಾಲಕರಾದ ಸಿದ್ದಲಿಂಗ ಬಾಗೇವಾಡಿ, ಸಹ ಸಂಚಾಲಕರಾದ ಭವಾನಿ ಶಂಕರ್ ಗೌಡ, ಜನಸಾಮಾನ್ಯರ ವೇದಿಕೆಯ ಮುಖಂಡರಾದ ಯಲ್ಲಪ್ಪ ಹುಗಾರ ಮುಂತಾದ 25ಕ್ಕೂ ಹೆಚ್ಚು ಉದ್ಯೋಗ ಆಕಾಂಕ್ಷಿಗಳನ್ನು ಬಿಡುಗಡೆ ಮಾಡಬೇಕು. ಕೂಡಲೇ ಭರ್ತಿ ಮಾಡಲು ಸರ್ಕಾರ ಕ್ರಮವಹಿಸಬೇಕೆಂದು ಅವರು ಒತ್ತಾಯಿಸಿದ್ದಾರೆ. [44, 1682, 522, 1758]
paragraph: ರನ್ಯಾ ಅವರ ತಾಯಿ ಹೆಚ್.ಪಿ.ರೋಹಿಣಿ ಮತ್ತು ತರುಣ್ ತಾಯಿ ರಮಾ ರಾಜು ಸಲ್ಲಿಸಿದ್ದ ಹೇಬಿಯಸ್ ಕಾರ್ಪಸ್ ಅರ್ಜಿಯ ವಿಚಾರಣೆಯನ್ನು ನ್ಯಾಯಮೂರ್ತಿ ಅನು ಶಿವರಾಮನ್ ಮತ್ತು ನ್ಯಾಯಮೂರ್ತಿ ಕೆ.ರಾಜೇಶ್ ರೈ ಅವರಿದ್ದ ವಿಭಾಗೀಯ ಪೀಠ ನಡೆಸಿತು. [1024, 820, 1336, 893]
arjuna-body [536, 658, 1016, 889]
tender-signature: ಸಹಿ/- ಮುಖ್ಯಾಧಿಕಾರಿ ಪುರಸಭೆ ನವಲಗುಂದ [1227, 1967, 1324, 1989]
paragraph: ಈ ಸಂದರ್ಭದಲ್ಲಿ ಡಾ.ಬಸವರಾಜ, ಡಾ.ಶ್ವೇತಾ, ಡಾ.ರೋಜಾ, ಡಾ.ರಾಘವೇಂದ್ರ ಉಪಸ್ಥಿತರಿದ್ದರು. [44, 1384, 479, 1400]
tender-office: ಪುರಸಭೆ ಕಾರ್ಯಾಲಯ, ನವಲಗುಂದ–582208 [1072, 1727, 1305, 1743]
paragraph: ಈ ಹಿನ್ನೆಲೆಯಲ್ಲಿ ಮೊದಲಿಗೆ ಸಿದ್ದರಾಮಯ್ಯ ಅವರು ತಮ್ಮ ಅಧಿಕೃತ ನಿವಾಸ ಕಾವೇರಿಗೆ ಉಪಹಾರ ಸೇವನೆಗೆ ಬರುವಂತೆ ಆಹ್ವಾನ ನೀಡಿದರು. ಈಗ ಡಿಕೆಶಿವಕುಮಾರ್ ತಮ್ಮ ನಿವಾಸದಲ್ಲಿ ಮುಖ್ಯಮಂತ್ರಿಗಳಿಗೆ ಉಪಹಾರಕ್ಕೆ ಆಹ್ವಾನ ನೀಡಿದ್ದರು. [44, 310, 522, 366]
footer-imprint: Edited, Printed and Published by B.T. Amuthan on behalf of M/s Karnataka News Publications (P) Ltd., Printed at No. 12-3-221 Rajendra Gunj (apmc) Near Old SBI Bank Building, Raichur-584102. RNI No. KARKAN/2008/26484 Postal Regd No. 52/2012-2014 [61, 2018, 1319, 2054]
banner-strip [536, 1372, 1336, 1423]
paragraph: ಮುಖ್ಯಮಂತ್ರಿಗಳು ಆಹ್ವಾನಿಸಿದರು. ಶಾಸಕ ರಂಗನಾಥ್ ಉಪಹಾರ ಸಭೆಯಲ್ಲಿ ಭಾಗಿಯಾಗಿದ್ದರು. ಉಪಹಾರ ಕೂಟದಲ್ಲಿ ಉಭಯ ನಾಯಕರು ಒಂದು ತಾಸಿಗೂ ಹೆಚ್ಚು ಕಾಲ ಮಾತುಕತೆ ನಡೆಸಿದರು. ಅಧಿಕಾರ ಹಂಚಿಕೆ ಕುರಿತಂತೆ ಶನಿವಾರ ನಡೆದ ಚರ್ಚೆಯ ವೇಳೆ ಪ್ರದರ್ಶಿಸಿದ ಒಗ್ಗಟ್ಟನ್ನು ಪ್ರದರ್ಶಿಸಲಾಯಿತು. ಹೈಕಮಾಂಡ್ ಸೂಚನೆ ನೀಡಿ, ಇಬ್ಬರು ಭೇಟಿ ಮಾಡಿ ಮಾತುಕತೆ ನಡೆಸುವಂತೆ ಸಿದ್ದರಾಮಯ್ಯ ಮತ್ತು ಡಿ.ಕೆ. ಶಿವಕುಮಾರ್ ಗೆ ಸೂಚನೆ ನೀಡಿದರು. [44, 207, 522, 303]
tender-ref: ವಾ.ಇ.ಪ್ರಜಾವಾಣಿ/927/ ದೇಶಾಭಿವೃದ್ಧಿ/2025-26 [1032, 1967, 1192, 1989]
paragraph: ಕೇಂದ್ರ ಸರ್ಕಾರದ ಯೋಜನೆ ಅಡಿಯಲ್ಲಿ ಕೈಗೊಂಡ ಕಾಮಗಾರಿಗಳ ಮಾಹಿತಿಯನ್ನು ಸಲ್ಲಿಸುವಲ್ಲಿ ವಿಫಲರಾದ ಅಧಿಕಾರಿಗಳನ್ನು ಸಭೆಯಿಂದ ಹೊರಗೆ ಕಳಿಸಿದರು. ಪ್ರಗತಿ ಪರಿಶೀಲನೆಗೆ ಬಾರದ ಅಧಿಕಾರಿಗಳ ವಿರುದ್ಧ ಕ್ರಮಕ್ಕೆ ಸೂಚಿಸಿದರು. [536, 1830, 1016, 1884]
